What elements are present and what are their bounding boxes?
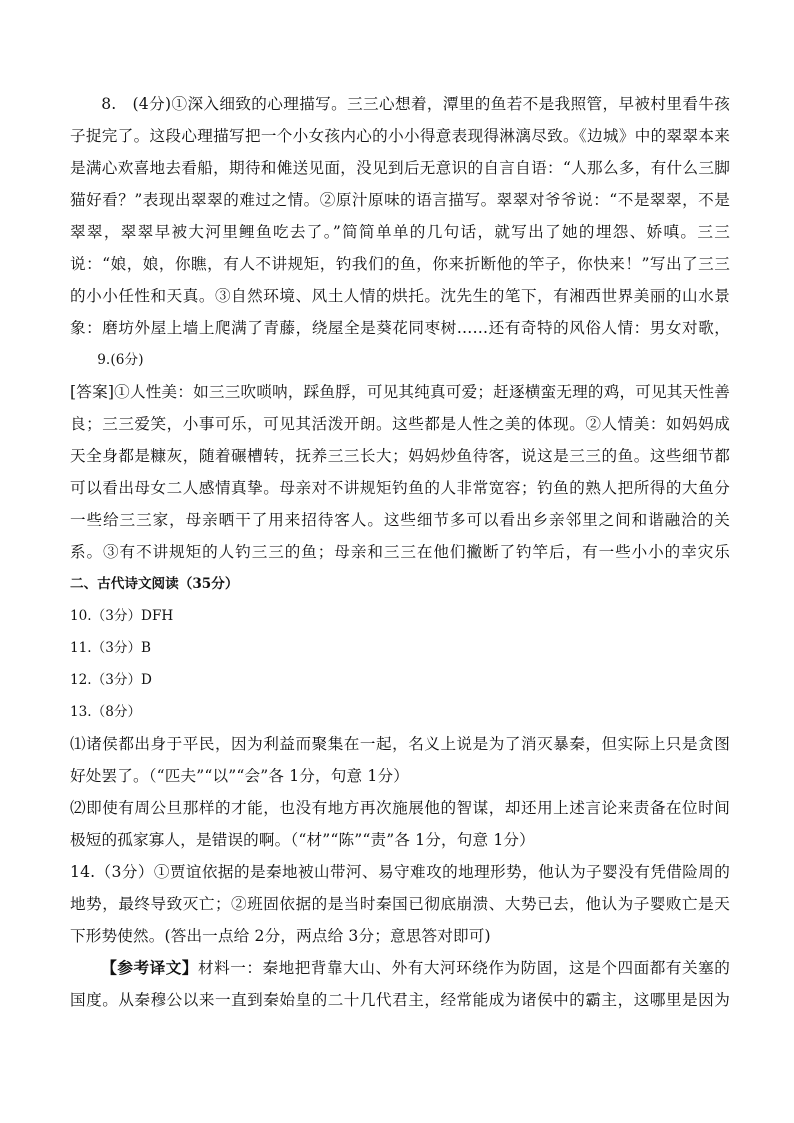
reference-translation-paragraph	[70, 952, 730, 1016]
answer-13-item-2	[70, 792, 730, 856]
answer-9	[70, 376, 730, 568]
answer-13-item-2-text: ⑵即使有周公旦那样的才能，也没有地方再次施展他的智谋，却还用上述言论来责备在位时间极短的孤家寡人，是错误的啊。（“材”“陈”“责”各 1分，句意 1分）	[70, 799, 730, 849]
answer-12: 12.（3分）D	[70, 672, 152, 688]
answer-11: 11.（3分）B	[70, 640, 152, 656]
answer-page	[70, 88, 730, 1016]
answer-14	[70, 856, 730, 952]
answer-8	[70, 88, 730, 344]
answer-8-text: 8. (4分)①深入细致的心理描写。三三心想着，潭里的鱼若不是我照管，早被村里看牛孩子捉完了。这段心理描写把一个小女孩内心的小小得意表现得淋漓尽致。《边城》中的翠翠本来是满心欢喜地去看船，期待和傩送见面，没见到后无意识的自言自语：“人那么多，有什么三脚猫好看？”表现出翠翠的难过之情。②原汁原味的语言描写。翠翠对爷爷说：“不是翠翠，不是翠翠，翠翠早被大河里鲤鱼吃去了。”简简单单的几句话，就写出了她的埋怨、娇嗔。三三说：“娘，娘，你瞧，有人不讲规矩，钓我们的鱼，你来折断他的竿子，你快来！”写出了三三的小小任性和天真。③自然环境、风土人情的烘托。沈先生的笔下，有湘西世界美丽的山水景象：磨坊外屋上墙上爬满了青藤，绕屋全是葵花同枣树……还有奇特的风俗人情：男女对歌，	[70, 95, 730, 337]
answer-9-header: 9.(6分)	[97, 352, 144, 368]
answer-10: 10.（3分）DFH	[70, 608, 174, 624]
answer-9-header-row	[70, 344, 730, 376]
answer-9-text: [答案]①人性美：如三三吹唢呐，踩鱼脬，可见其纯真可爱；赶逐横蛮无理的鸡，可见其天性善良；三三爱笑，小事可乐，可见其活泼开朗。这些都是人性之美的体现。②人情美：如妈妈成天全身都是糠灰，随着碾槽转，抚养三三长大；妈妈炒鱼待客，说这是三三的鱼。这些细节都可以看出母女二人感情真挚。母亲对不讲规矩钓鱼的人非常宽容；钓鱼的熟人把所得的大鱼分一些给三三家，母亲晒干了用来招待客人。这些细节多可以看出乡亲邻里之间和谐融洽的关系。③有不讲规矩的人钓三三的鱼；母亲和三三在他们撇断了钓竿后，有一些小小的幸灾乐	[70, 383, 730, 561]
answer-13-item-1	[70, 728, 730, 792]
answer-13-header: 13.（8分）	[70, 704, 142, 720]
reference-label: 【参考译文】	[101, 958, 198, 977]
reference-text: 材料一：秦地把背靠大山、外有大河环绕作为防固，这是个四面都有关塞的国度。从秦穆公以来一直到秦始皇的二十几代君主，经常能成为诸侯中的霸主，这哪里是因为	[70, 959, 730, 1009]
reference-translation	[70, 952, 730, 1016]
answer-14-text: 14.（3分）①贾谊依据的是秦地被山带河、易守难攻的地理形势，他认为子婴没有凭借险周的地势，最终导致灭亡；②班固依据的是当时秦国已彻底崩溃、大势已去，他认为子婴败亡是天下形势使然。(答出一点给 2分，两点给 3分；意思答对即可)	[70, 863, 730, 945]
section-heading-classical: 二、古代诗文阅读（35分）	[70, 576, 239, 592]
answer-13-item-1-text: ⑴诸侯都出身于平民，因为利益而聚集在一起，名义上说是为了消灭暴秦，但实际上只是贪图好处罢了。（“匹夫”“以”“会”各 1分，句意 1分）	[70, 735, 730, 785]
